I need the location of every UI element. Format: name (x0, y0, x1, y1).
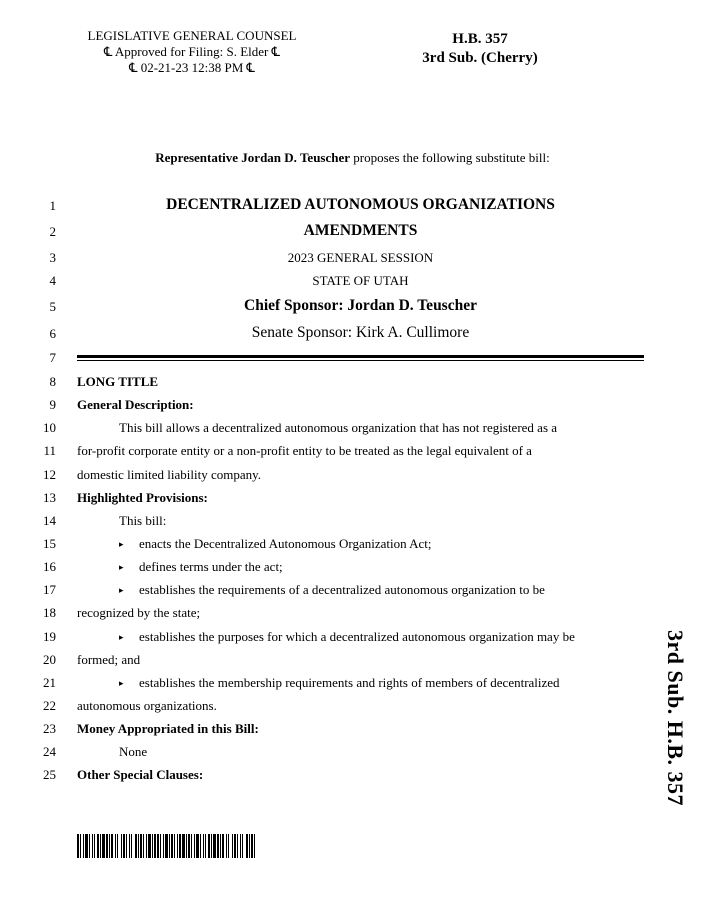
provision-text: establishes the membership requirements and rights of members of decentralized (139, 675, 560, 690)
provision-text: defines terms under the act; (139, 559, 283, 574)
provision-text: establishes the purposes for which a decentralized autonomous organization may be (139, 629, 575, 644)
line-number: 17 (43, 582, 56, 597)
provision-text: enacts the Decentralized Autonomous Organization Act; (139, 536, 432, 551)
line-number: 14 (43, 513, 56, 528)
line-number: 1 (49, 198, 56, 213)
description-text: domestic limited liability company. (77, 467, 262, 482)
line-number: 22 (43, 698, 56, 713)
provision-item (119, 582, 545, 598)
line-number: 16 (43, 559, 56, 574)
counsel-label: LEGISLATIVE GENERAL COUNSEL (87, 28, 297, 43)
section-heading-other-special-clauses: Other Special Clauses: (77, 767, 204, 782)
line-number: 11 (43, 443, 56, 458)
barcode (77, 834, 257, 858)
bill-number: H.B. 357 (452, 31, 508, 47)
approval-line: ℄ Approved for Filing: S. Elder ℄ (104, 44, 280, 59)
bullet-icon: ▸ (119, 585, 124, 595)
line-number: 3 (49, 250, 56, 265)
provision-item (119, 675, 560, 691)
vertical-bill-label: 3rd Sub. H.B. 357 (663, 630, 688, 806)
proposes-text: proposes the following substitute bill: (350, 150, 550, 165)
bullet-icon: ▸ (119, 632, 124, 642)
bullet-icon: ▸ (119, 678, 124, 688)
line-number: 15 (43, 536, 56, 551)
line-number: 25 (43, 767, 56, 782)
header-bill-block (400, 30, 560, 68)
state-label: STATE OF UTAH (312, 273, 409, 288)
title-divider-thick (77, 355, 644, 358)
line-number: 9 (49, 397, 56, 412)
line-number: 4 (49, 273, 56, 288)
this-bill-text: This bill: (119, 513, 167, 528)
title-divider-thin (77, 360, 644, 361)
senate-sponsor: Senate Sponsor: Kirk A. Cullimore (251, 324, 470, 341)
session-label: 2023 GENERAL SESSION (287, 250, 434, 265)
representative-name: Representative Jordan D. Teuscher (155, 150, 351, 165)
section-heading-money-appropriated: Money Appropriated in this Bill: (77, 721, 259, 736)
line-number: 2 (49, 224, 56, 239)
bill-title-line2: AMENDMENTS (303, 222, 418, 239)
provision-text: establishes the requirements of a decentralized autonomous organization to be (139, 582, 545, 597)
header-counsel-block (78, 28, 306, 76)
line-number: 18 (43, 605, 56, 620)
provision-item (119, 629, 575, 645)
bullet-icon: ▸ (119, 539, 124, 549)
line-number: 24 (43, 744, 56, 759)
line-number: 20 (43, 652, 56, 667)
line-number: 21 (43, 675, 56, 690)
substitute-label: 3rd Sub. (Cherry) (422, 50, 538, 66)
section-heading-highlighted-provisions: Highlighted Provisions: (77, 490, 208, 505)
line-number: 23 (43, 721, 56, 736)
provision-continuation: recognized by the state; (77, 605, 201, 620)
approval-datetime: ℄ 02-21-23 12:38 PM ℄ (129, 60, 255, 75)
line-number: 7 (49, 350, 56, 365)
line-number: 10 (43, 420, 56, 435)
line-number: 12 (43, 467, 56, 482)
provision-item (119, 559, 283, 575)
chief-sponsor: Chief Sponsor: Jordan D. Teuscher (244, 297, 477, 314)
provision-item (119, 536, 432, 552)
bill-title-line1: DECENTRALIZED AUTONOMOUS ORGANIZATIONS (166, 196, 555, 213)
line-number: 13 (43, 490, 56, 505)
description-text: This bill allows a decentralized autonomous organization that has not registered as a (119, 420, 558, 435)
provision-continuation: formed; and (77, 652, 141, 667)
section-heading-general-description: General Description: (77, 397, 194, 412)
line-number: 8 (49, 374, 56, 389)
line-number: 5 (49, 299, 56, 314)
proposes-line (0, 150, 705, 166)
description-text: for-profit corporate entity or a non-profit entity to be treated as the legal equivalent of a (77, 443, 532, 458)
line-number: 6 (49, 326, 56, 341)
bullet-icon: ▸ (119, 562, 124, 572)
money-appropriated-value: None (119, 744, 148, 759)
provision-continuation: autonomous organizations. (77, 698, 217, 713)
section-heading-long-title: LONG TITLE (77, 374, 159, 389)
line-number: 19 (43, 629, 56, 644)
